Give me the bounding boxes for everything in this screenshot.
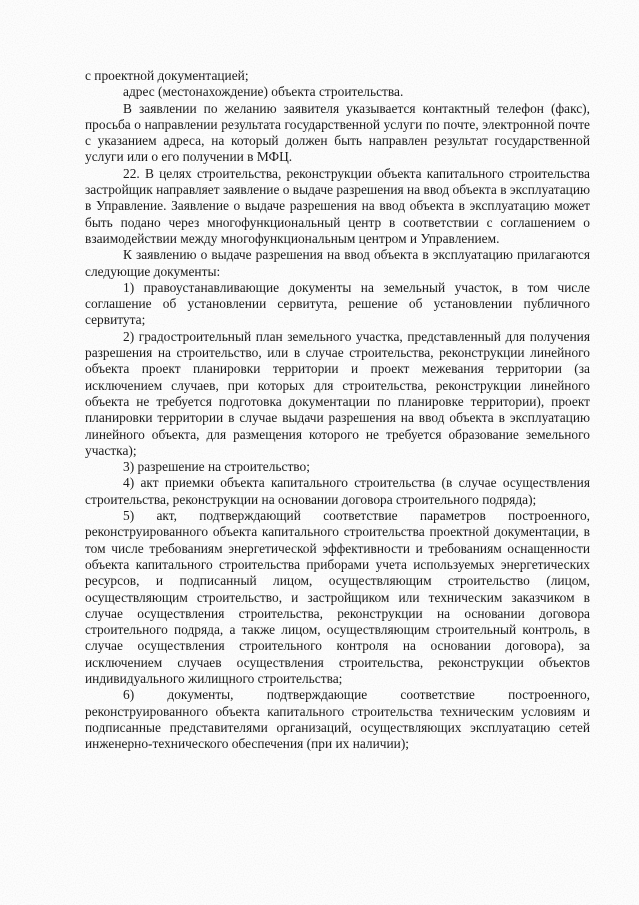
- paragraph-2: адрес (местонахождение) объекта строительства.: [123, 84, 404, 100]
- list-item-6: 6) документы, подтверждающие соответствие построенного, реконструированного объекта капитального строительства техническим условиям и подписанные представителями организаций, осуществляющих эксплуатацию сетей инженерно-технического обеспечения (при их наличии);: [85, 687, 590, 752]
- list-item-4: 4) акт приемки объекта капитального строительства (в случае осуществления строительства, реконструкции на основании договора строительного подряда);: [85, 475, 590, 507]
- list-item-2: 2) градостроительный план земельного участка, представленный для получения разрешения на строительство, или в случае строительства, реконструкции линейного объекта проект планировки территории и проект межевания территории (за исключением случаев, при которых для строительства, реконструкции линейного объекта не требуется подготовка документации по планировке территории), проект планировки территории в случае выдачи разрешения на ввод объекта в эксплуатацию линейного объекта, для размещения которого не требуется образование земельного участка);: [85, 328, 590, 458]
- paragraph-4: 22. В целях строительства, реконструкции объекта капитального строительства застройщик направляет заявление о выдаче разрешения на ввод объекта в эксплуатацию в Управление. Заявление о выдаче разрешения на ввод объекта в эксплуатацию может быть подано через многофункциональный центр в соответствии с соглашением о взаимодействии между многофункциональным центром и Управлением.: [85, 165, 590, 246]
- paragraph-1: с проектной документацией;: [85, 68, 249, 83]
- paragraph-5: К заявлению о выдаче разрешения на ввод объекта в эксплуатацию прилагаются следующие документы:: [85, 247, 590, 279]
- list-item-5: 5) акт, подтверждающий соответствие параметров построенного, реконструированного объекта капитального строительства проектной документации, в том числе требованиям энергетической эффективности и требованиям оснащенности объекта капитального строительства приборами учета используемых энергетических ресурсов, и подписанный лицом, осуществляющим строительство (лицом, осуществляющим строительство, и застройщиком или техническим заказчиком в случае осуществления строительства, реконструкции на основании договора строительного подряда, а также лицом, осуществляющим строительный контроль, в случае осуществления строительного контроля на основании договора), за исключением случаев осуществления строительства, реконструкции объектов индивидуального жилищного строительства;: [85, 508, 590, 686]
- document-body: [85, 68, 590, 752]
- paragraph-3: В заявлении по желанию заявителя указывается контактный телефон (факс), просьба о направлении результата государственной услуги по почте, электронной почте с указанием адреса, на который должен быть направлен результат государственной услуги или о его получении в МФЦ.: [85, 100, 590, 165]
- list-item-3: 3) разрешение на строительство;: [123, 459, 310, 475]
- list-item-1: 1) правоустанавливающие документы на земельный участок, в том числе соглашение об установлении сервитута, решение об установлении публичного сервитута;: [85, 279, 590, 328]
